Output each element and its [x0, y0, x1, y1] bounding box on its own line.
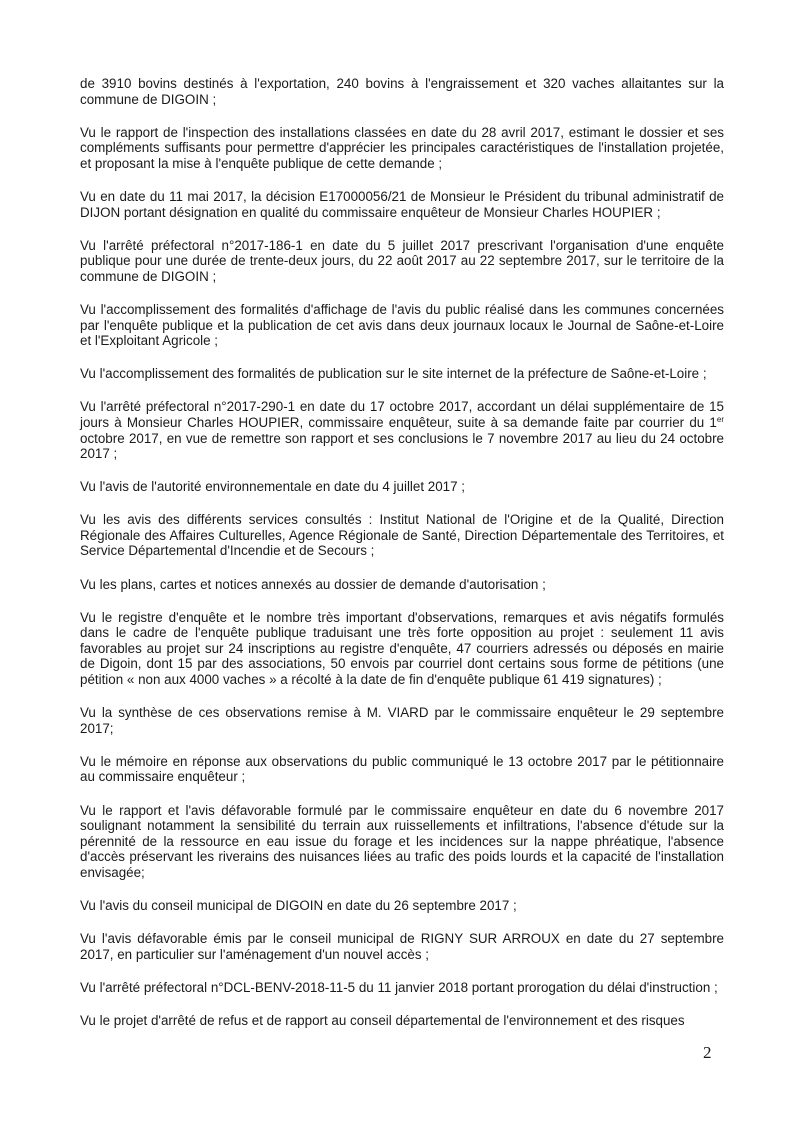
- paragraph-arrete-2017-290-1-part1: Vu l'arrêté préfectoral n°2017-290-1 en date du 17 octobre 2017, accordant un délai supplémentaire de 15 jours à Monsieur Charles HOUPIER, commissaire enquêteur, suite à sa demande faite par courrier du 1: [80, 399, 724, 430]
- paragraph-commissioner-report: Vu le rapport et l'avis défavorable formulé par le commissaire enquêteur en date du 6 novembre 2017 soulignant notamment la sensibilité du terrain aux ruissellements et infiltrations, l'absence d'étude sur la pérennité de la ressource en eau issue du forage et les incidences sur la nappe phréatique, l'absence d'accès préservant les riverains des nuisances liées au trafic des poids lourds et la capacité de l'installation envisagée;: [80, 802, 724, 880]
- paragraph-plans-annexes: Vu les plans, cartes et notices annexés au dossier de demande d'autorisation ;: [80, 576, 546, 592]
- paragraph-rigny-council: Vu l'avis défavorable émis par le conseil municipal de RIGNY SUR ARROUX en date du 27 septembre 2017, en particulier sur l'aménagement d'un nouvel accès ;: [80, 931, 724, 962]
- document-body: [80, 76, 724, 1046]
- paragraph-services-consulted: Vu les avis des différents services consultés : Institut National de l'Origine et de la Qualité, Direction Régionale des Affaires Culturelles, Agence Régionale de Santé, Direction Départementale des Territoires, et Service Départemental d'Incendie et de Secours ;: [80, 512, 724, 559]
- paragraph-tribunal-decision: Vu en date du 11 mai 2017, la décision E17000056/21 de Monsieur le Président du tribunal administratif de DIJON portant désignation en qualité du commissaire enquêteur de Monsieur Charles HOUPIER ;: [80, 188, 724, 220]
- paragraph-inspection-report: Vu le rapport de l'inspection des installations classées en date du 28 avril 2017, estimant le dossier et ses compléments suffisants pour permettre d'apprécier les principales caractéristiques de l'installation projetée, et proposant la mise à l'enquête publique de cette demande ;: [80, 124, 724, 171]
- paragraph-enquete-register: Vu le registre d'enquête et le nombre très important d'observations, remarques et avis négatifs formulés dans le cadre de l'enquête publique traduisant une très forte opposition au projet : seulement 11 avis favorables au projet sur 24 inscriptions au registre d'enquête, 47 courriers adressés ou déposés en mairie de Digoin, dont 15 par des associations, 50 envois par courriel dont certains sous forme de pétitions (une pétition « non aux 4000 vaches » a récolté à la date de fin d'enquête publique 61 419 signatures) ;: [80, 609, 724, 688]
- paragraph-observations-synthesis: Vu la synthèse de ces observations remise à M. VIARD par le commissaire enquêteur le 29 septembre 2017;: [80, 705, 724, 736]
- paragraph-environmental-authority: Vu l'avis de l'autorité environnementale en date du 4 juillet 2017 ;: [80, 479, 466, 495]
- paragraph-prorogation-arrete: Vu l'arrêté préfectoral n°DCL-BENV-2018-11-5 du 11 janvier 2018 portant prorogation du délai d'instruction ;: [80, 979, 718, 995]
- paragraph-refusal-project: Vu le projet d'arrêté de refus et de rapport au conseil départemental de l'environnement et des risques: [80, 1012, 685, 1028]
- paragraph-digoin-council: Vu l'avis du conseil municipal de DIGOIN en date du 26 septembre 2017 ;: [80, 897, 517, 913]
- paragraph-herd-composition: de 3910 bovins destinés à l'exportation, 240 bovins à l'engraissement et 320 vaches allaitantes sur la commune de DIGOIN ;: [80, 76, 724, 107]
- paragraph-arrete-2017-290-1-part2: octobre 2017, en vue de remettre son rapport et ses conclusions le 7 novembre 2017 au lieu du 24 octobre 2017 ;: [80, 430, 724, 462]
- paragraph-internet-publication: Vu l'accomplissement des formalités de publication sur le site internet de la préfecture de Saône-et-Loire ;: [80, 366, 707, 382]
- page-number: 2: [703, 1043, 712, 1062]
- paragraph-arrete-2017-186-1: Vu l'arrêté préfectoral n°2017-186-1 en date du 5 juillet 2017 prescrivant l'organisation d'une enquête publique pour une durée de trente-deux jours, du 22 août 2017 au 22 septembre 2017, sur le territoire de la commune de DIGOIN ;: [80, 237, 724, 284]
- paragraph-response-memo: Vu le mémoire en réponse aux observations du public communiqué le 13 octobre 2017 par le pétitionnaire au commissaire enquêteur ;: [80, 753, 724, 785]
- paragraph-affichage-formalities: Vu l'accomplissement des formalités d'affichage de l'avis du public réalisé dans les communes concernées par l'enquête publique et la publication de cet avis dans deux journaux locaux le Journal de Saône-et-Loire et l'Exploitant Agricole ;: [80, 301, 724, 349]
- ordinal-superscript: er: [716, 414, 724, 424]
- paragraph-arrete-2017-290-1: [80, 399, 724, 461]
